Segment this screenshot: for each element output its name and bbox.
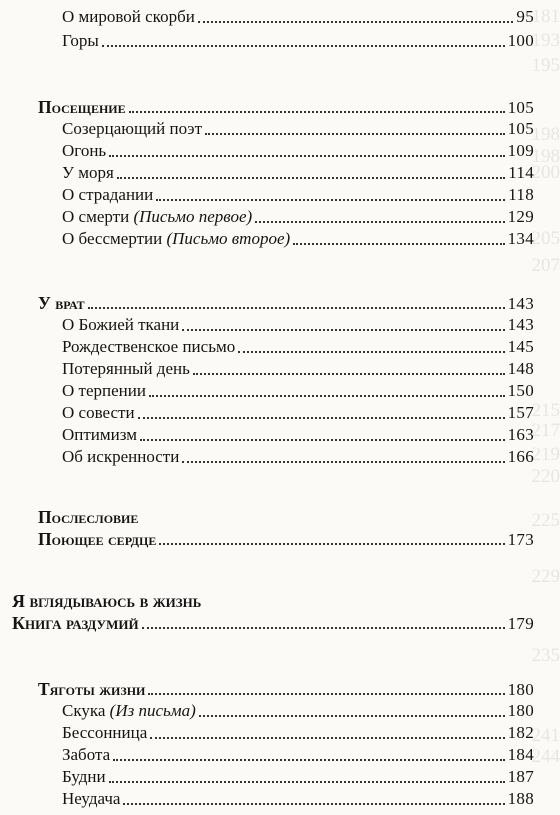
toc-entry[interactable] bbox=[62, 722, 534, 744]
toc-entry-title: Об искренности bbox=[62, 447, 180, 466]
dot-leader bbox=[129, 110, 505, 113]
toc-entry[interactable] bbox=[62, 380, 534, 402]
dot-leader bbox=[159, 542, 504, 545]
toc-book-heading[interactable] bbox=[12, 612, 534, 634]
toc-entry-page: 118 bbox=[508, 185, 534, 204]
dot-leader bbox=[138, 416, 505, 419]
toc-entry[interactable] bbox=[62, 700, 534, 722]
toc-entry[interactable] bbox=[62, 6, 534, 28]
toc-entry-title: У моря bbox=[62, 163, 114, 182]
toc-entry[interactable] bbox=[62, 424, 534, 446]
dot-leader bbox=[238, 350, 504, 353]
toc-entry-page: 100 bbox=[507, 31, 534, 50]
bleed-through-text: 207 bbox=[531, 255, 560, 276]
toc-entry[interactable] bbox=[62, 446, 534, 468]
toc-entry[interactable] bbox=[62, 30, 534, 52]
toc-entry[interactable] bbox=[62, 140, 534, 162]
bleed-through-text: 195 bbox=[531, 55, 560, 76]
bleed-through-text: 205 bbox=[531, 228, 560, 249]
toc-entry-title: О мировой скорби bbox=[62, 7, 195, 26]
toc-entry-page: 182 bbox=[507, 723, 534, 742]
toc-entry-title: Неудача bbox=[62, 789, 121, 808]
bleed-through-text: 235 bbox=[531, 645, 560, 666]
toc-entry[interactable] bbox=[62, 336, 534, 358]
toc-entry-page: 163 bbox=[507, 425, 534, 444]
toc-entry-page: 184 bbox=[507, 745, 534, 764]
bleed-through-text: 215 bbox=[531, 400, 560, 421]
toc-entry-title: Горы bbox=[62, 31, 99, 50]
dot-leader bbox=[88, 306, 505, 309]
toc-entry-title: Потерянный день bbox=[62, 359, 190, 378]
bleed-through-text: 217 bbox=[531, 420, 560, 441]
toc-entry-page: 143 bbox=[507, 315, 534, 334]
toc-entry-title: О совести bbox=[62, 403, 135, 422]
section-page: 180 bbox=[507, 680, 534, 699]
toc-entry-page: 129 bbox=[507, 207, 534, 226]
toc-entry-title: Будни bbox=[62, 767, 106, 786]
toc-entry[interactable] bbox=[62, 314, 534, 336]
book-subtitle: Книга раздумий bbox=[12, 613, 139, 633]
section-title: Поющее сердце bbox=[38, 529, 157, 549]
toc-entry[interactable] bbox=[62, 744, 534, 766]
toc-entry-page: 134 bbox=[507, 229, 534, 248]
bleed-through-text: 220 bbox=[531, 466, 560, 487]
toc-entry[interactable] bbox=[62, 228, 534, 250]
toc-entry-page: 145 bbox=[507, 337, 534, 356]
toc-entry-title: Рождественское письмо bbox=[62, 337, 236, 356]
section-title: Послесловие bbox=[38, 507, 139, 527]
dot-leader bbox=[102, 44, 505, 47]
toc-entry[interactable] bbox=[62, 788, 534, 810]
dot-leader bbox=[109, 154, 504, 157]
section-page: 173 bbox=[507, 530, 534, 549]
toc-entry[interactable] bbox=[62, 358, 534, 380]
dot-leader bbox=[117, 176, 505, 179]
dot-leader bbox=[198, 20, 514, 23]
section-title: Тяготы жизни bbox=[38, 679, 146, 699]
dot-leader bbox=[149, 394, 505, 397]
toc-entry-title: Бессонница bbox=[62, 723, 148, 742]
toc-entry-subtitle: (Письмо первое) bbox=[133, 207, 253, 226]
section-page: 143 bbox=[507, 294, 534, 313]
section-page: 105 bbox=[507, 98, 534, 117]
bleed-through-text: 219 bbox=[531, 444, 560, 465]
toc-entry-title: Забота bbox=[62, 745, 111, 764]
toc-entry-page: 166 bbox=[507, 447, 534, 466]
dot-leader bbox=[293, 242, 504, 245]
toc-entry[interactable] bbox=[62, 162, 534, 184]
bleed-through-text: 225 bbox=[531, 510, 560, 531]
toc-entry-title: О бессмертии (Письмо второе) bbox=[62, 229, 291, 248]
toc-entry[interactable] bbox=[62, 184, 534, 206]
dot-leader bbox=[255, 220, 504, 223]
toc-entry-page: 187 bbox=[507, 767, 534, 786]
toc-entry-page: 188 bbox=[507, 789, 534, 808]
bleed-through-text: 200 bbox=[531, 162, 560, 183]
toc-entry-page: 95 bbox=[516, 7, 534, 26]
toc-entry-subtitle: (Письмо второе) bbox=[166, 229, 291, 248]
book-page: 179 bbox=[507, 614, 534, 633]
toc-entry-page: 148 bbox=[507, 359, 534, 378]
bleed-through-text: 198 bbox=[531, 146, 560, 167]
toc-entry[interactable] bbox=[62, 766, 534, 788]
toc-entry-page: 109 bbox=[507, 141, 534, 160]
toc-section-heading[interactable] bbox=[38, 96, 534, 118]
book-title: Я вглядываюсь в жизнь bbox=[12, 591, 202, 611]
bleed-through-text: 241 bbox=[531, 725, 560, 746]
bleed-through-text: 181 bbox=[531, 6, 560, 27]
dot-leader bbox=[140, 438, 505, 441]
dot-leader bbox=[150, 736, 504, 739]
dot-leader bbox=[182, 460, 504, 463]
dot-leader bbox=[156, 198, 505, 201]
dot-leader bbox=[199, 714, 505, 717]
toc-entry-title: Скука (Из письма) bbox=[62, 701, 196, 720]
toc-entry-title: Созерцающий поэт bbox=[62, 119, 203, 138]
dot-leader bbox=[205, 132, 505, 135]
dot-leader bbox=[193, 372, 505, 375]
toc-entry[interactable] bbox=[62, 206, 534, 228]
toc-entry-title: О смерти (Письмо первое) bbox=[62, 207, 253, 226]
toc-section-heading[interactable] bbox=[38, 292, 534, 314]
toc-entry-page: 114 bbox=[508, 163, 534, 182]
toc-section-heading[interactable] bbox=[38, 678, 534, 700]
dot-leader bbox=[113, 758, 504, 761]
dot-leader bbox=[109, 780, 505, 783]
bleed-through-text: 244 bbox=[531, 746, 560, 767]
dot-leader bbox=[148, 692, 504, 695]
toc-entry-page: 180 bbox=[507, 701, 534, 720]
toc-entry-title: О терпении bbox=[62, 381, 146, 400]
toc-entry-page: 150 bbox=[507, 381, 534, 400]
toc-entry[interactable] bbox=[62, 402, 534, 424]
toc-entry-title: Огонь bbox=[62, 141, 107, 160]
toc-entry-page: 157 bbox=[507, 403, 534, 422]
dot-leader bbox=[182, 328, 504, 331]
toc-entry-subtitle: (Из письма) bbox=[109, 701, 196, 720]
section-title: У врат bbox=[38, 293, 85, 313]
bleed-through-text: 229 bbox=[531, 566, 560, 587]
dot-leader bbox=[123, 802, 504, 805]
toc-section-heading[interactable] bbox=[38, 528, 534, 550]
toc-entry-title: О страдании bbox=[62, 185, 154, 204]
toc-entry-title: Оптимизм bbox=[62, 425, 137, 444]
section-title: Посещение bbox=[38, 97, 126, 117]
toc-entry-title: О Божией ткани bbox=[62, 315, 180, 334]
bleed-through-text: 193 bbox=[531, 30, 560, 51]
toc-entry-page: 105 bbox=[507, 119, 534, 138]
toc-entry[interactable] bbox=[62, 118, 534, 140]
dot-leader bbox=[142, 626, 505, 629]
bleed-through-text: 198 bbox=[531, 124, 560, 145]
